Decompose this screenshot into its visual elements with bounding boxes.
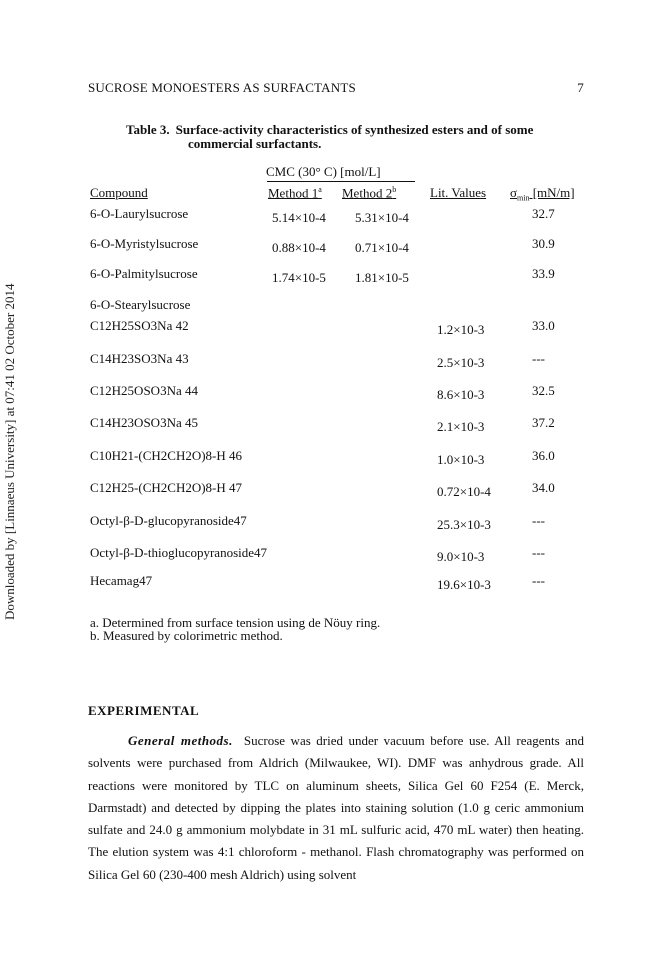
cell-sigma-min: 33.0 bbox=[532, 318, 555, 333]
download-watermark: Downloaded by [Linnaeus University] at 07:41 02 October 2014 bbox=[2, 283, 17, 620]
header-sigma-min bbox=[510, 185, 575, 203]
cell-method2: 0.71×10-4 bbox=[355, 240, 409, 255]
table-row bbox=[0, 318, 672, 338]
cell-compound: Hecamag47 bbox=[90, 573, 153, 588]
cell-compound: C12H25OSO3Na 44 bbox=[90, 383, 198, 398]
cell-sigma-min: --- bbox=[532, 573, 545, 588]
cell-compound: C10H21-(CH2CH2O)8-H 46 bbox=[90, 448, 243, 463]
cell-lit-value: 19.6×10-3 bbox=[437, 577, 491, 592]
cell-lit-value: 2.5×10-3 bbox=[437, 355, 485, 370]
cell-compound: C14H23OSO3Na 45 bbox=[90, 415, 198, 430]
caption-line-1: Surface-activity characteristics of synthesized esters and of some bbox=[175, 122, 534, 137]
cell-sigma-min: 33.9 bbox=[532, 266, 555, 281]
caption-line-2: commercial surfactants. bbox=[188, 136, 322, 151]
cell-lit-value: 1.0×10-3 bbox=[437, 452, 485, 467]
cell-compound: 6-O-Stearylsucrose bbox=[90, 297, 191, 312]
table-row bbox=[0, 351, 672, 371]
cell-method2: 5.31×10-4 bbox=[355, 210, 409, 225]
table-row bbox=[0, 573, 672, 593]
cell-compound: 6-O-Laurylsucrose bbox=[90, 206, 189, 221]
cell-sigma-min: 32.5 bbox=[532, 383, 555, 398]
section-text: Sucrose was dried under vacuum before use. All reagents and solvents were purchased from Aldrich (Milwaukee, WI). DMF was anhydrous grade. All reactions were monitored by TLC on aluminum sheets, Silica Gel 60 F254 (E. Merck, Darmstadt) and detected by dipping the plates into staining solution (1.0 g ceric ammonium sulfate and 24.0 g ammonium molybdate in 31 mL sulfuric acid, 470 mL water) then heating. The elution system was 4:1 chloroform - methanol. Flash chromatography was performed on Silica Gel 60 (230-400 mesh Aldrich) using solvent bbox=[88, 733, 585, 882]
cell-lit-value: 2.1×10-3 bbox=[437, 419, 485, 434]
table-caption bbox=[126, 123, 596, 151]
cell-compound: C12H25SO3Na 42 bbox=[90, 318, 189, 333]
cell-compound: 6-O-Myristylsucrose bbox=[90, 236, 199, 251]
header-sigma: σ bbox=[510, 185, 518, 200]
section-body bbox=[88, 730, 584, 886]
header-compound: Compound bbox=[90, 185, 148, 200]
page-number: 7 bbox=[577, 80, 584, 95]
cell-lit-value: 0.72×10-4 bbox=[437, 484, 491, 499]
table-row bbox=[0, 266, 672, 286]
table-notes bbox=[90, 616, 380, 642]
note-a: a. Determined from surface tension using de Nöuy ring. bbox=[90, 615, 381, 630]
cell-method2: 1.81×10-5 bbox=[355, 270, 409, 285]
cmc-rule bbox=[267, 181, 415, 182]
cell-compound: C12H25-(CH2CH2O)8-H 47 bbox=[90, 480, 243, 495]
section-lead: General methods. bbox=[128, 733, 233, 748]
header-sigma-sub: min bbox=[517, 193, 530, 203]
cell-lit-value: 1.2×10-3 bbox=[437, 322, 485, 337]
cell-sigma-min: --- bbox=[532, 513, 545, 528]
table-row bbox=[0, 513, 672, 533]
header-method2-sup: b bbox=[392, 185, 397, 194]
table-label: Table 3. bbox=[126, 122, 170, 137]
cell-compound: C14H23SO3Na 43 bbox=[90, 351, 189, 366]
table-row bbox=[0, 415, 672, 435]
cell-compound: Octyl-β-D-glucopyranoside47 bbox=[90, 513, 247, 528]
cell-lit-value: 9.0×10-3 bbox=[437, 549, 485, 564]
header-method1-text: Method 1 bbox=[268, 185, 319, 201]
header-method2-text: Method 2 bbox=[342, 185, 393, 201]
cell-method1: 1.74×10-5 bbox=[272, 270, 326, 285]
header-sigma-unit: [mN/m] bbox=[529, 185, 575, 200]
table-row bbox=[0, 448, 672, 468]
cell-sigma-min: 37.2 bbox=[532, 415, 555, 430]
header-method1 bbox=[268, 185, 322, 201]
table-row bbox=[0, 206, 672, 226]
cell-method1: 5.14×10-4 bbox=[272, 210, 326, 225]
table-row bbox=[0, 480, 672, 500]
table-row bbox=[0, 297, 672, 317]
cell-sigma-min: --- bbox=[532, 545, 545, 560]
cell-compound: 6-O-Palmitylsucrose bbox=[90, 266, 198, 281]
table-row bbox=[0, 545, 672, 565]
cell-compound: Octyl-β-D-thioglucopyranoside47 bbox=[90, 545, 268, 560]
cell-sigma-min: 30.9 bbox=[532, 236, 555, 251]
cell-sigma-min: 34.0 bbox=[532, 480, 555, 495]
cell-sigma-min: --- bbox=[532, 351, 545, 366]
cell-sigma-min: 36.0 bbox=[532, 448, 555, 463]
cell-lit-value: 25.3×10-3 bbox=[437, 517, 491, 532]
header-lit-values: Lit. Values bbox=[430, 185, 487, 200]
cell-lit-value: 8.6×10-3 bbox=[437, 387, 485, 402]
running-head-title: SUCROSE MONOESTERS AS SURFACTANTS bbox=[88, 80, 356, 95]
table-row bbox=[0, 383, 672, 403]
cell-sigma-min: 32.7 bbox=[532, 206, 555, 221]
table-row bbox=[0, 236, 672, 256]
section-heading: EXPERIMENTAL bbox=[88, 703, 200, 718]
cmc-header: CMC (30° C) [mol/L] bbox=[266, 164, 381, 179]
header-method1-sup: a bbox=[318, 185, 322, 194]
note-b: b. Measured by colorimetric method. bbox=[90, 628, 283, 643]
cell-method1: 0.88×10-4 bbox=[272, 240, 326, 255]
header-method2 bbox=[342, 185, 396, 201]
